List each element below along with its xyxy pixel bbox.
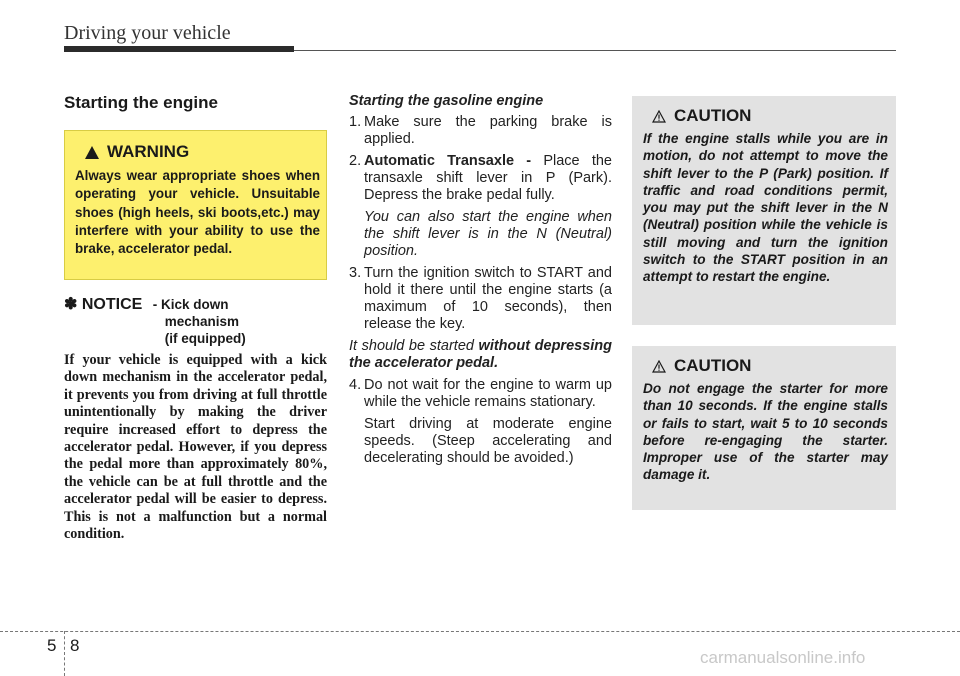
caution-heading xyxy=(652,356,751,376)
start-note-bold: without depressing the accelerator pedal. xyxy=(349,338,613,371)
warning-triangle-icon xyxy=(85,146,99,159)
caution-triangle-icon xyxy=(652,110,666,123)
caution-box xyxy=(632,96,896,325)
page-header-title: Driving your vehicle xyxy=(64,22,231,44)
step-2 xyxy=(349,153,612,204)
step-number: 1. xyxy=(349,114,362,130)
warning-heading xyxy=(85,142,189,162)
section-title: Starting the engine xyxy=(64,93,218,112)
caution-triangle-icon xyxy=(652,360,666,373)
caution-text: If the engine stalls while you are in motion, do not attempt to move the shift lever to the P (Park) position. If traffic and road conditions permit, you may put the shift lever in the N (Neutral) position while the vehicle is still moving and turn the ignition switch to the START position in an attempt to restart the engine. xyxy=(643,131,888,285)
step-2-note: You can also start the engine when the shift lever is in the N (Neutral) position. xyxy=(364,209,612,259)
header-bar xyxy=(64,46,294,52)
notice-subtitle-line: (if equipped) xyxy=(164,331,246,346)
notice-heading xyxy=(64,294,334,347)
caution-text: Do not engage the starter for more than 10 seconds. If the engine stalls or fails to start, wait 5 to 10 seconds before re-engaging the starter. Improper use of the starter may damage it. xyxy=(643,381,888,483)
notice-subtitle-line: - Kick down xyxy=(152,297,229,312)
step-number: 3. xyxy=(349,265,362,281)
page-number: 8 xyxy=(70,636,80,655)
warning-text: Always wear appropriate shoes when operating your vehicle. Unsuitable shoes (high heels, ski boots,etc.) may interfere with your ability to use the brake, accelerator pedal. xyxy=(75,168,320,257)
warning-box xyxy=(64,130,327,280)
step-4-note: Start driving at moderate engine speeds. (Steep accelerating and decelerating should be avoided.) xyxy=(364,416,612,466)
caution-box xyxy=(632,346,896,510)
step-number: 2. xyxy=(349,153,362,169)
page-section-number: 5 xyxy=(47,636,57,655)
notice-subtitle-line: mechanism xyxy=(164,314,240,329)
step-text-body: Place the transaxle shift lever in P (Park). Depress the brake pedal fully. xyxy=(364,153,612,203)
caution-heading xyxy=(652,106,751,126)
notice-label: ✽ NOTICE xyxy=(64,296,143,313)
caution-title: CAUTION xyxy=(674,356,752,375)
warning-title: WARNING xyxy=(107,142,190,161)
step-number: 4. xyxy=(349,377,362,393)
step-bold-label: Automatic Transaxle - xyxy=(364,153,544,169)
step-1 xyxy=(349,114,612,148)
step-text: Make sure the parking brake is applied. xyxy=(364,114,612,147)
caution-title: CAUTION xyxy=(674,106,752,125)
gasoline-heading: Starting the gasoline engine xyxy=(349,93,544,109)
step-text: Turn the ignition switch to START and hold it there until the engine starts (a maximum of 10 seconds), then release the key. xyxy=(364,265,612,332)
footer-rule xyxy=(0,631,960,632)
start-note xyxy=(349,338,612,372)
step-text: Do not wait for the engine to warm up while the vehicle remains stationary. xyxy=(364,377,612,410)
start-note-italic: It should be started xyxy=(349,338,479,354)
step-text xyxy=(364,153,612,204)
notice-subtitle xyxy=(153,296,246,347)
footer-divider xyxy=(64,631,65,676)
step-3 xyxy=(349,265,612,333)
header-rule xyxy=(294,50,896,51)
watermark: carmanualsonline.info xyxy=(700,648,866,667)
step-4 xyxy=(349,377,612,411)
gasoline-instructions xyxy=(349,93,612,472)
notice-text: If your vehicle is equipped with a kick down mechanism in the accelerator pedal, it prevents you from driving at full throttle unintentionally by making the driver require increased effort to depress the accelerator pedal. However, if you depress the pedal more than approximately 80%, the vehicle can be at full throttle and the accelerator pedal will be easier to depress. This is not a malfunction but a normal condition. xyxy=(64,352,327,543)
